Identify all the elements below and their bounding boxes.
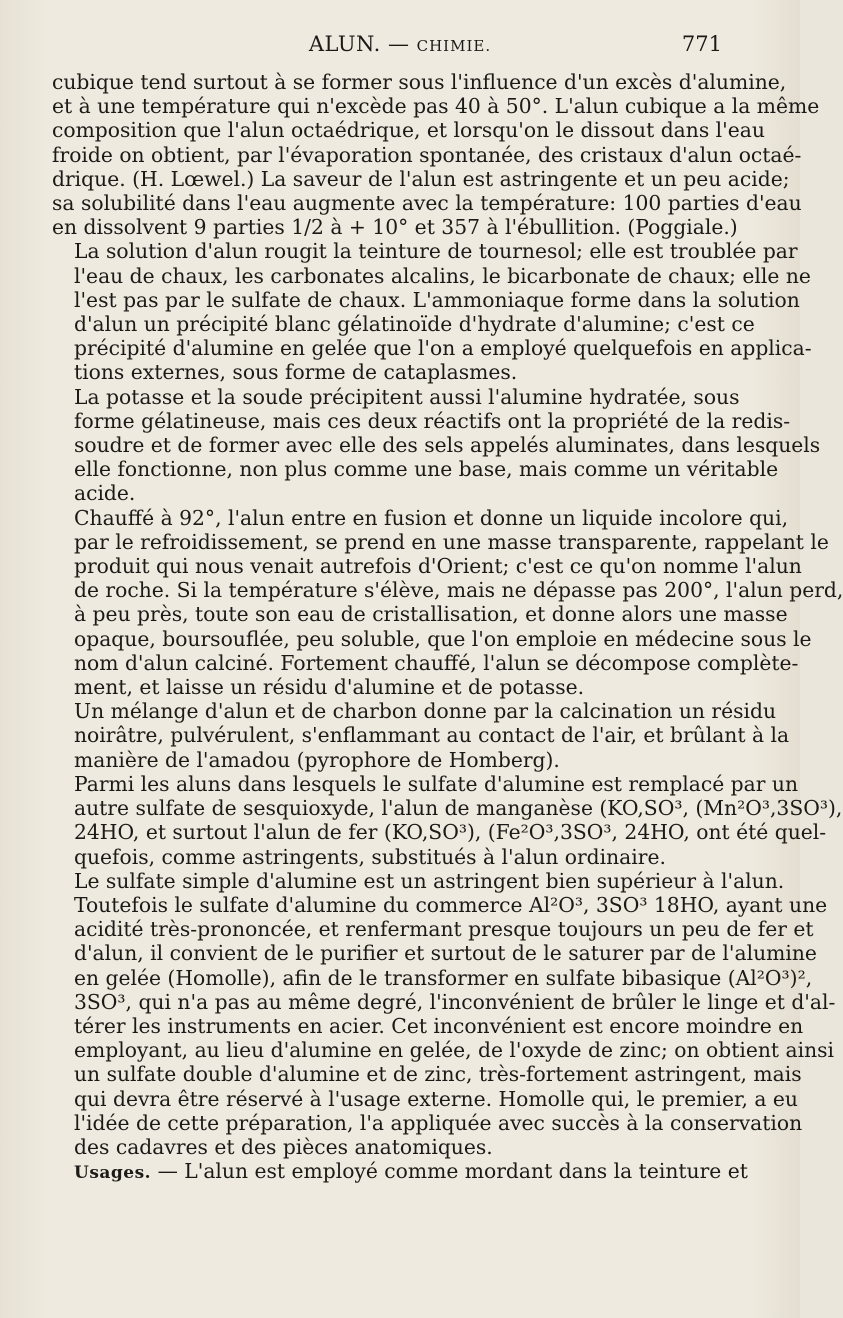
page-number: 771 xyxy=(681,32,722,56)
paragraph xyxy=(52,771,843,869)
header-title: ALUN. xyxy=(308,32,381,56)
text-line: La potasse et la soude précipitent aussi l'alumine hydratée, sous xyxy=(74,384,740,409)
text-line: l'idée de cette préparation, l'a appliquée avec succès à la conservation xyxy=(74,1110,803,1135)
text-line: précipité d'alumine en gelée que l'on a employé quelquefois en applica- xyxy=(74,336,812,361)
text-line: de roche. Si la température s'élève, mais ne dépasse pas 200°, l'alun perd, xyxy=(74,578,843,603)
text-line: opaque, boursouflée, peu soluble, que l'on emploie en médecine sous le xyxy=(74,626,812,651)
text-line: employant, au lieu d'alumine en gelée, de l'oxyde de zinc; on obtient ainsi xyxy=(74,1038,835,1063)
text-line: qui devra être réservé à l'usage externe. Homolle qui, le premier, a eu xyxy=(74,1086,798,1111)
text-line: à peu près, toute son eau de cristallisation, et donne alors une masse xyxy=(74,602,788,627)
usages-line xyxy=(52,1159,748,1185)
usages-text: — L'alun est employé comme mordant dans la teinture et xyxy=(157,1159,748,1184)
text-line: La solution d'alun rougit la teinture de tournesol; elle est troublée par xyxy=(74,239,798,264)
text-line: froide on obtient, par l'évaporation spontanée, des cristaux d'alun octaé- xyxy=(52,142,802,167)
paragraph xyxy=(52,868,836,1159)
page-header xyxy=(0,32,800,62)
text-line: par le refroidissement, se prend en une masse transparente, rappelant le xyxy=(74,529,829,554)
text-line: noirâtre, pulvérulent, s'enflammant au contact de l'air, et brûlant à la xyxy=(74,723,790,748)
text-line: et à une température qui n'excède pas 40 à 50°. L'alun cubique a la même xyxy=(52,94,820,119)
text-line: Parmi les aluns dans lesquels le sulfate d'alumine est remplacé par un xyxy=(74,771,799,796)
text-line: soudre et de former avec elle des sels appelés aluminates, dans lesquels xyxy=(74,433,821,458)
text-line: sa solubilité dans l'eau augmente avec la température: 100 parties d'eau xyxy=(52,191,802,216)
text-line: drique. (H. Lœwel.) La saveur de l'alun est astringente et un peu acide; xyxy=(52,166,790,191)
text-line: en gelée (Homolle), afin de le transformer en sulfate bibasique (Al²O³)², xyxy=(74,965,813,990)
text-line: autre sulfate de sesquioxyde, l'alun de manganèse (KO,SO³, (Mn²O³,3SO³), xyxy=(74,796,843,821)
header-section: CHIMIE. xyxy=(416,37,492,55)
text-line: acidité très-prononcée, et renfermant presque toujours un peu de fer et xyxy=(74,917,814,942)
text-line: tions externes, sous forme de cataplasmes. xyxy=(74,360,518,385)
text-line: composition que l'alun octaédrique, et lorsqu'on le dissout dans l'eau xyxy=(52,118,765,143)
text-line: d'alun un précipité blanc gélatinoïde d'hydrate d'alumine; c'est ce xyxy=(74,312,755,337)
text-line: 24HO, et surtout l'alun de fer (KO,SO³), (Fe²O³,3SO³, 24HO, ont été quel- xyxy=(74,820,827,845)
text-line: d'alun, il convient de le purifier et surtout de le saturer par de l'alumine xyxy=(74,941,817,966)
text-line: Un mélange d'alun et de charbon donne par la calcination un résidu xyxy=(74,699,777,724)
usages-label: Usages. xyxy=(74,1163,152,1184)
text-line: cubique tend surtout à se former sous l'influence d'un excès d'alumine, xyxy=(52,70,787,94)
text-line: nom d'alun calciné. Fortement chauffé, l'alun se décompose complète- xyxy=(74,650,799,675)
text-line: des cadavres et des pièces anatomiques. xyxy=(74,1134,493,1159)
text-line: ment, et laisse un résidu d'alumine et de potasse. xyxy=(74,675,585,700)
text-line: en dissolvent 9 parties 1/2 à + 10° et 357 à l'ébullition. (Poggiale.) xyxy=(52,215,738,240)
header-dash: — xyxy=(387,32,410,56)
text-line: Chauffé à 92°, l'alun entre en fusion et donne un liquide incolore qui, xyxy=(74,505,789,530)
usages-paragraph xyxy=(52,1159,748,1185)
text-line: manière de l'amadou (pyrophore de Homberg). xyxy=(74,747,560,772)
text-line: elle fonctionne, non plus comme une base, mais comme un véritable xyxy=(74,457,779,482)
text-line: produit qui nous venait autrefois d'Orient; c'est ce qu'on nomme l'alun xyxy=(74,554,802,579)
paragraph xyxy=(52,239,812,385)
running-title xyxy=(0,32,800,56)
paragraph xyxy=(52,505,843,700)
text-line: l'est pas par le sulfate de chaux. L'ammoniaque forme dans la solution xyxy=(74,287,800,312)
text-line: forme gélatineuse, mais ces deux réactifs ont la propriété de la redis- xyxy=(74,408,791,433)
text-line: Le sulfate simple d'alumine est un astringent bien supérieur à l'alun. xyxy=(74,868,785,893)
text-line: l'eau de chaux, les carbonates alcalins, le bicarbonate de chaux; elle ne xyxy=(74,263,811,288)
paragraph xyxy=(52,384,821,506)
paragraph xyxy=(52,699,790,772)
text-line: acide. xyxy=(74,481,136,506)
text-line: térer les instruments en acier. Cet inconvénient est encore moindre en xyxy=(74,1013,804,1038)
page-body xyxy=(52,70,843,1185)
text-line: Toutefois le sulfate d'alumine du commerce Al²O³, 3SO³ 18HO, ayant une xyxy=(74,892,828,917)
paragraph xyxy=(52,70,820,240)
text-line: un sulfate double d'alumine et de zinc, très-fortement astringent, mais xyxy=(74,1062,802,1087)
text-line: 3SO³, qui n'a pas au même degré, l'inconvénient de brûler le linge et d'al- xyxy=(74,989,836,1014)
text-line: quefois, comme astringents, substitués à l'alun ordinaire. xyxy=(74,844,666,869)
